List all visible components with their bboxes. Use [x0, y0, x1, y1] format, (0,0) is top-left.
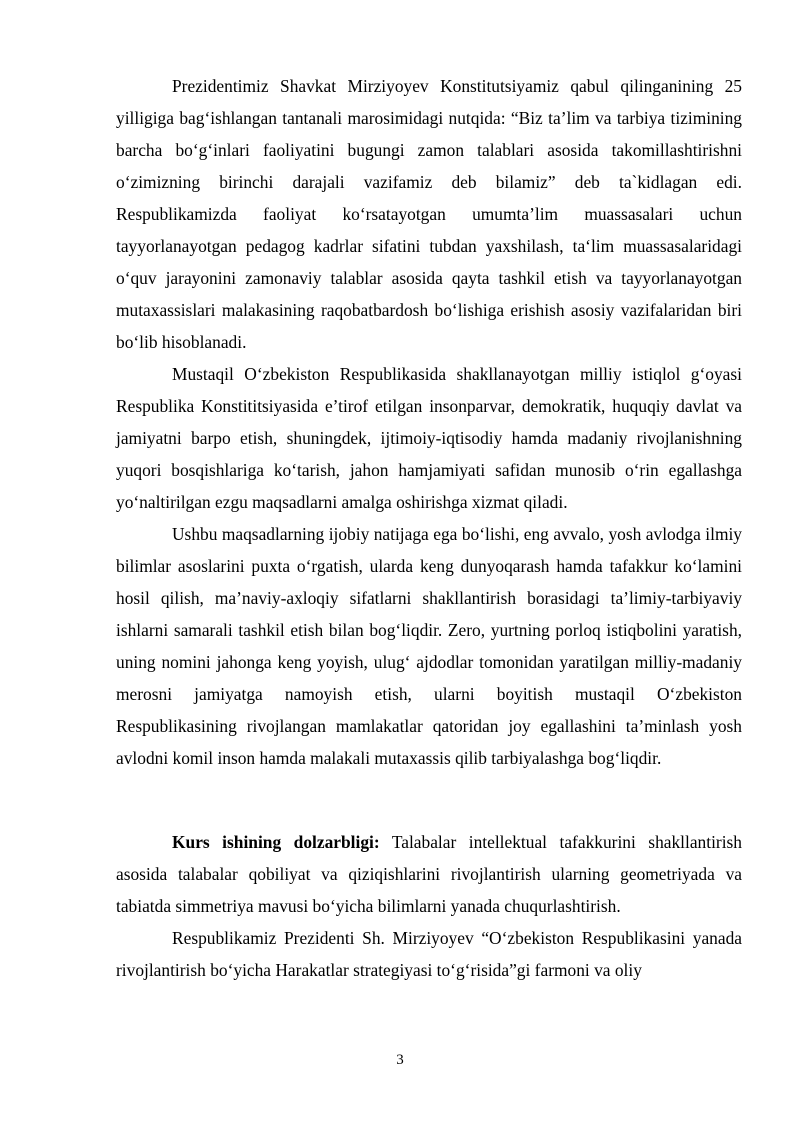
paragraph-youth-education: Ushbu maqsadlarning ijobiy natijaga ega bo‘lishi, eng avvalo, yosh avlodga ilmiy bilimlar asoslarini puxta o‘rgatish, ularda keng dunyoqarash hamda tafakkur ko‘lamini hosil qilish, ma’naviy-axloqiy sifatlarni shakllantirish borasidagi ta’limiy-tarbiyaviy ishlarni samarali tashkil etish bilan bog‘liqdir. Zero, yurtning porloq istiqbolini yaratish, uning nomini jahonga keng yoyish, ulug‘ ajdodlar tomonidan yaratilgan milliy-madaniy merosni jamiyatga namoyish etish, ularni boyitish mustaqil O‘zbekiston Respublikasining rivojlangan mamlakatlar qatoridan joy egallashini ta’minlash yosh avlodni komil inson hamda malakali mutaxassis qilib tarbiyalashga bog‘liqdir. — [116, 524, 742, 768]
relevance-text: Talabalar intellektual tafakkurini shakllantirish asosida talabalar qobiliyat va qiziqishlarini rivojlantirish ularning geometriyada va tabiatda simmetriya mavusi bo‘yicha bilimlarni yanada chuqurlashtirish. — [116, 832, 743, 916]
body-text — [116, 70, 742, 986]
relevance-heading: Kurs ishining dolzarbligi: — [172, 832, 380, 852]
paragraph-president-speech: Prezidentimiz Shavkat Mirziyoyev Konstitutsiyamiz qabul qilinganining 25 yilligiga bag‘ishlangan tantanali marosimidagi nutqida: “Biz ta’lim va tarbiya tizimining barcha bo‘g‘inlari faoliyatini bugungi zamon talablari asosida takomillashtirishni o‘zimizning birinchi darajali vazifamiz deb bilamiz” deb ta`kidlagan edi. Respublikamizda faoliyat ko‘rsatayotgan umumta’lim muassasalari uchun tayyorlanayotgan pedagog kadrlar sifatini tubdan yaxshilash, ta‘lim muassasalaridagi o‘quv jarayonini zamonaviy talablar asosida qayta tashkil etish va tayyorlanayotgan mutaxassislari malakasining raqobatbardosh bo‘lishiga erishish asosiy vazifalaridan biri bo‘lib hisoblanadi. — [116, 76, 742, 352]
paragraph-action-strategy: Respublikamiz Prezidenti Sh. Mirziyoyev “O‘zbekiston Respublikasini yanada rivojlantirish bo‘yicha Harakatlar strategiyasi to‘g‘risida”gi farmoni va oliy — [116, 928, 742, 980]
paragraph-spacer — [116, 774, 742, 826]
page-number: 3 — [396, 1052, 404, 1068]
paragraph-independence-idea: Mustaqil O‘zbekiston Respublikasida shakllanayotgan milliy istiqlol g‘oyasi Respublika Konstititsiyasida e’tirof etilgan insonparvar, demokratik, huquqiy davlat va jamiyatni barpo etish, shuningdek, ijtimoiy-iqtisodiy hamda madaniy rivojlanishning yuqori bosqishlariga ko‘tarish, jahon hamjamiyati safidan munosib o‘rin egallashga yo‘naltirilgan ezgu maqsadlarni amalga oshirishga xizmat qiladi. — [116, 364, 742, 512]
paragraph-relevance — [116, 826, 742, 922]
